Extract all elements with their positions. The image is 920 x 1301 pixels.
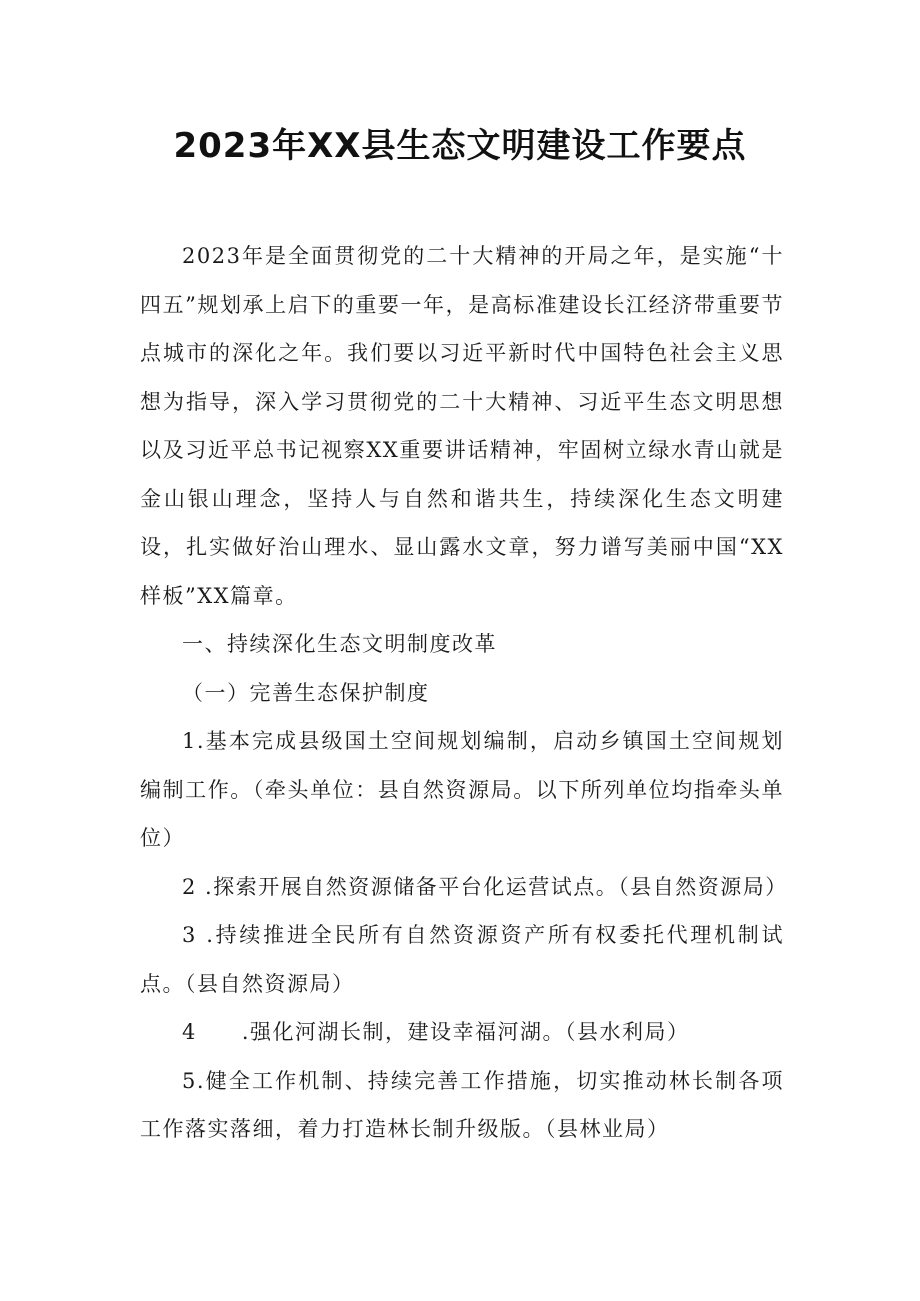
list-item: 1.基本完成县级国土空间规划编制，启动乡镇国土空间规划编制工作。（牵头单位：县自然资源局。以下所列单位均指牵头单位） — [140, 729, 784, 850]
document-title: 2023年XX县生态文明建设工作要点 — [173, 126, 747, 166]
list-item: 4 .强化河湖长制，建设幸福河湖。（县水利局） — [182, 1020, 690, 1044]
list-item: 5.健全工作机制、持续完善工作措施，切实推动林长制各项工作落实落细，着力打造林长制升级版。（县林业局） — [140, 1068, 784, 1141]
subsection-heading: （一）完善生态保护制度 — [182, 680, 430, 705]
section-heading: 一、持续深化生态文明制度改革 — [182, 632, 497, 656]
list-item: 2 .探索开展自然资源储备平台化运营试点。（县自然资源局） — [182, 874, 788, 899]
document-body — [140, 232, 788, 1154]
intro-paragraph: 2023年是全面贯彻党的二十大精神的开局之年，是实施“十四五”规划承上启下的重要一年，是高标准建设长江经济带重要节点城市的深化之年。我们要以习近平新时代中国特色社会主义思想为指导，深入学习贯彻党的二十大精神、习近平生态文明思想以及习近平总书记视察XX重要讲话精神，牢固树立绿水青山就是金山银山理念，坚持人与自然和谐共生，持续深化生态文明建设，扎实做好治山理水、显山露水文章，努力谱写美丽中国“XX样板”XX篇章。 — [140, 244, 784, 608]
list-item: 3 .持续推进全民所有自然资源资产所有权委托代理机制试点。（县自然资源局） — [140, 923, 784, 996]
